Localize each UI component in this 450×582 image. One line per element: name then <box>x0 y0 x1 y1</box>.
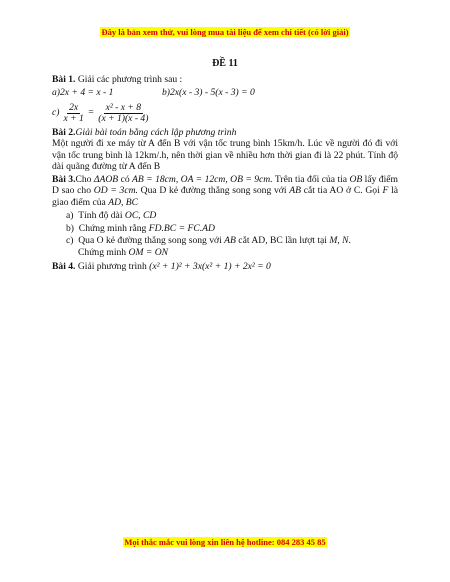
problem-4 <box>52 261 398 273</box>
problem-3a-math: OC, CD <box>124 210 157 221</box>
problem-3c-label: c) <box>66 235 74 246</box>
problem-3-triangle: ΔAOB <box>93 173 119 185</box>
problem-3c-prove: Chứng minh <box>78 246 129 258</box>
problem-3-label: Bài 3. <box>52 173 76 185</box>
problem-3c-period: . <box>348 235 351 246</box>
problem-1c-rhs-numerator: x² - x + 8 <box>105 101 142 113</box>
problem-2-label: Bài 2. <box>52 126 76 138</box>
problem-1c-label: c) <box>52 107 60 119</box>
top-banner-text: Đây là bản xem thử, vui lòng mua tài liệu để xem chi tiết (có lời giải) <box>101 27 349 37</box>
problem-3a <box>66 210 398 222</box>
problem-3c-text: Qua O kẻ đường thẳng song song với <box>78 235 225 246</box>
problem-1c-lhs-fraction <box>61 103 85 124</box>
problem-1c-rhs-fraction <box>96 103 150 124</box>
problem-1-label: Bài 1. <box>52 73 76 85</box>
problem-1a-label: a) <box>52 87 60 98</box>
document-body <box>52 58 398 273</box>
problem-3a-text: Tính độ dài <box>78 210 125 221</box>
problem-3-od: OD = 3cm. <box>93 185 138 196</box>
problem-2-heading: Giải bài toán bằng cách lập phương trình <box>75 126 237 138</box>
problem-3-given: AB = 18cm, OA = 12cm, OB = 9cm. <box>132 173 273 185</box>
problem-3-text-6: cắt tia AO ở C. Gọi <box>301 185 383 196</box>
problem-2-text: Một người đi xe máy từ A đến B với vận tốc trung bình 15km/h. Lúc về người đó đi với vận tốc trung bình là 12km/.h, nên thời gian về nhiều hơn thời gian đi là 22 phút. Tính độ dài quãng đường từ A đến B <box>52 138 398 172</box>
problem-3-text-1: Cho <box>75 173 94 185</box>
problem-3a-label: a) <box>66 210 74 221</box>
problem-3-ab: AB <box>289 185 301 196</box>
problem-3-ad-bc: AD, BC <box>108 196 139 208</box>
problem-3c-rest: cắt AD, BC lần lượt tại <box>235 235 330 246</box>
bottom-banner-text: Mọi thắc mắc vui lòng xin liên hệ hotline: 084 283 45 85 <box>124 537 326 547</box>
problem-3b-text: Chứng minh rằng <box>78 222 149 234</box>
problem-1b <box>162 87 255 99</box>
problem-3-text-4: lấy điểm D sao cho <box>52 173 398 196</box>
problem-3-text-3: Trên tia đối của tia <box>272 173 350 185</box>
page-title: ĐỀ 11 <box>212 58 238 69</box>
problem-1a <box>52 87 162 99</box>
problem-4-text: Giải phương trình <box>75 261 150 272</box>
problem-1c <box>52 103 398 124</box>
problem-1b-equation: 2x(x - 3) - 5(x - 3) = 0 <box>170 87 255 98</box>
problem-2 <box>52 127 398 173</box>
problem-3b-math: FD.BC = FC.AD <box>148 222 215 234</box>
problem-3 <box>52 174 398 259</box>
problem-3b-label: b) <box>66 222 74 234</box>
problem-1c-equals: = <box>87 107 95 119</box>
problem-1 <box>52 74 398 124</box>
problem-3b <box>66 223 398 235</box>
problem-4-label: Bài 4. <box>52 261 76 272</box>
problem-3-ob: OB <box>349 173 363 185</box>
problem-1b-label: b) <box>162 87 170 98</box>
top-banner <box>0 27 450 37</box>
problem-3c <box>66 235 398 258</box>
problem-3-text-2: có <box>118 173 133 185</box>
problem-3-text-5: Qua D kẻ đường thẳng song song với <box>137 185 290 196</box>
problem-1c-lhs-numerator: 2x <box>69 101 79 113</box>
problem-1a-equation: 2x + 4 = x - 1 <box>60 87 114 98</box>
problem-1c-lhs-denominator: x + 1 <box>63 112 84 124</box>
bottom-banner <box>0 537 450 547</box>
problem-1c-rhs-denominator: (x + 1)(x - 4) <box>98 112 149 124</box>
problem-3c-ab: AB <box>224 235 236 246</box>
problem-3-text-7: là giao điểm của <box>52 185 399 208</box>
problem-3-parts <box>52 210 398 258</box>
problem-4-equation: (x² + 1)² + 3x(x² + 1) + 2x² = 0 <box>149 261 271 272</box>
problem-3-f: F <box>382 185 389 196</box>
problem-1-text: Giải các phương trình sau : <box>75 73 183 85</box>
problem-3c-om-on: OM = ON <box>128 246 169 258</box>
problem-3c-mn: M, N <box>329 235 349 246</box>
